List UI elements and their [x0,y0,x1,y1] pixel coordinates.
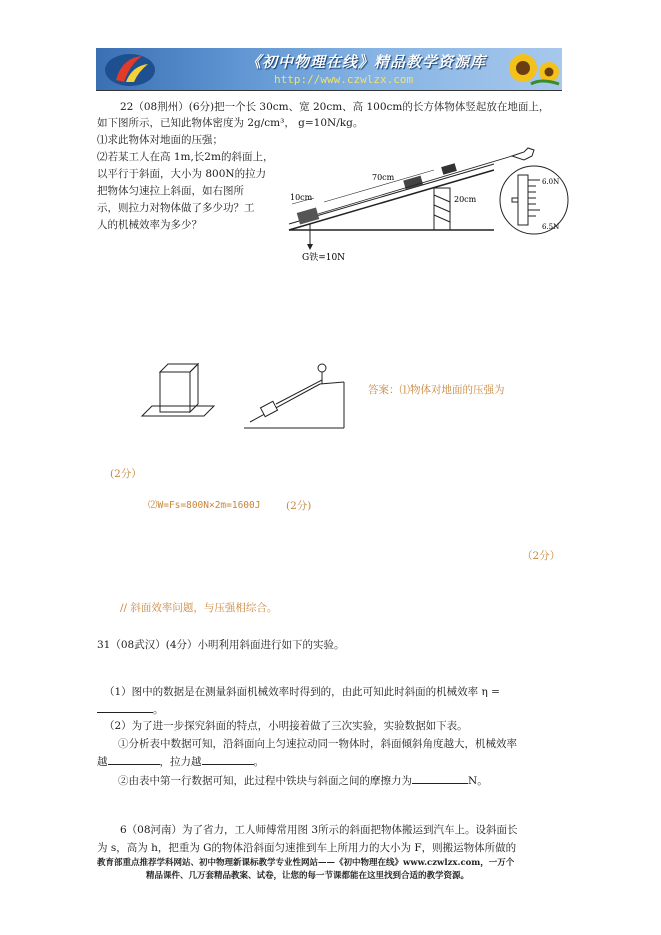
q31-part3b-1: 越 [97,756,108,768]
answer-score-1: (2分） [110,468,142,480]
label-10cm: 10cm [290,193,313,202]
answer-score-3: （2分） [522,550,561,562]
q22-part2-l5: 人的机械效率为多少？ [97,219,202,231]
answer-comment: // 斜面效率问题，与压强相综合。 [120,602,278,614]
q31-part3a: ①分析表中数据可知，沿斜面向上匀速拉动同一物体时，斜面倾斜角度越大，机械效率 [118,738,517,750]
q31-part3b [97,753,264,770]
efficiency-trend-blank[interactable] [108,753,160,765]
site-logo-icon [102,50,158,88]
q6-line1: 6（08河南）为了省力，工人师傅常用图 3所示的斜面把物体搬运到汽车上。设斜面长 [120,824,518,836]
q22-part1: ⑴求此物体对地面的压强； [97,134,223,146]
q31-title: 31（08武汉）(4分）小明利用斜面进行如下的实验。 [97,639,345,651]
q22-part2-l4: 示，则拉力对物体做了多少功？工 [97,202,255,214]
sunflower-icon [501,48,561,90]
label-20cm: 20cm [454,195,477,204]
header-banner [96,48,562,91]
q31-part1-end: 。 [153,704,164,716]
q22-part2-l3: 把物体匀速拉上斜面，如右图所 [97,185,244,197]
answer-label: 答案：⑴物体对地面的压强为 [368,384,505,396]
q31-part4 [118,772,488,789]
upright-block-figure [138,358,218,428]
answer-score-2: (2分) [286,500,312,512]
q31-part4-1: ②由表中第一行数据可知，此过程中铁块与斜面之间的摩擦力为 [118,775,412,787]
incline-pulley-figure [240,360,350,432]
banner-url[interactable]: http://www.czwlzx.com [274,73,414,86]
label-6-5n: 6.5N [542,223,560,231]
label-70cm: 70cm [372,173,395,182]
efficiency-blank[interactable] [97,701,153,713]
q22-line2: 如下图所示，已知此物体密度为 2g/cm³， g=10N/kg。 [97,117,364,129]
label-g-iron: G铁=10N [302,253,346,263]
footer-line1: 教育部重点推荐学科网站、初中物理新课标教学专业性网站——《初中物理在线》www.czwlzx.com，一万个 [97,858,515,868]
q31-part4-2: N。 [468,775,488,787]
label-6-0n: 6.0N [542,178,560,186]
q31-part3b-2: ，拉力越 [159,756,202,768]
q22-line1: 22（08荆州）(6分)把一个长 30cm、宽 20cm、高 100cm的长方体物体竖起放在地面上， [120,101,550,113]
banner-title: 《初中物理在线》精品教学资源库 [246,53,487,71]
q31-part3b-3: 。 [253,756,264,768]
q31-part1-answer [97,701,164,718]
q22-part2-l1: ⑵若某工人在高 1m,长2m的斜面上， [97,151,274,163]
q22-part2-l2: 以平行于斜面，大小为 800N的拉力 [97,168,267,180]
footer-line2: 精品课件、几万套精品教案、试卷，让您的每一节课都能在这里找到合适的教学资源。 [146,871,470,881]
q31-part2: （2）为了进一步探究斜面的特点，小明接着做了三次实验，实验数据如下表。 [104,720,468,732]
friction-blank[interactable] [412,772,468,784]
q6-line2: 为 s，高为 h，把重为 G的物体沿斜面匀速推到车上所用力的大小为 F，则搬运物体所做的 [97,842,517,854]
answer-work: ⑵W=Fs=800N×2m=1600J [148,500,261,511]
incline-experiment-figure [284,140,574,265]
force-trend-blank[interactable] [202,753,254,765]
q31-part1: （1）图中的数据是在测量斜面机械效率时得到的，由此可知此时斜面的机械效率 η = [104,686,500,698]
